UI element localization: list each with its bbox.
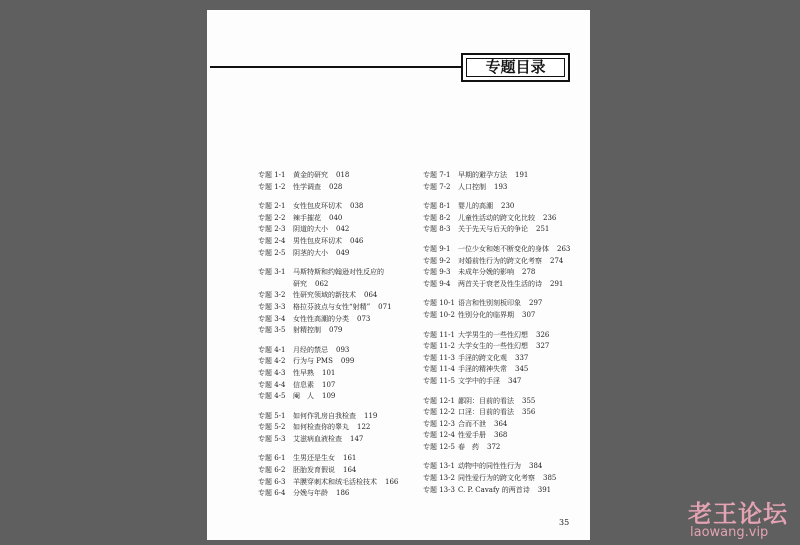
toc-group	[258, 411, 428, 446]
toc-entry-page: 166	[385, 477, 399, 486]
toc-entry-page: 109	[322, 392, 336, 401]
toc-entry-title: 性学调查	[293, 182, 321, 191]
toc-entry-page: 040	[329, 213, 343, 222]
toc-entry-code: 专题 2-5	[258, 248, 286, 257]
toc-entry-code: 专题 4-1	[258, 345, 286, 354]
toc-entry	[423, 201, 588, 213]
toc-entry-page: 297	[529, 299, 543, 308]
toc-entry	[423, 485, 588, 497]
toc-entry-title: 男性包皮环切术	[293, 236, 342, 245]
toc-group	[258, 170, 428, 193]
toc-entry-title: 格拉芬波点与女性“射精”	[293, 302, 371, 311]
toc-entry	[258, 453, 428, 465]
toc-entry-title: 如何作乳房自我检查	[293, 411, 356, 420]
toc-entry	[258, 380, 428, 392]
toc-entry	[423, 310, 588, 322]
toc-entry	[423, 407, 588, 419]
toc-entry-title: 儿童性活动的跨文化比较	[458, 213, 535, 222]
toc-entry-page: 028	[329, 182, 343, 191]
toc-entry-code: 专题 5-1	[258, 411, 286, 420]
toc-entry	[258, 236, 428, 248]
toc-entry-code: 专题 11-2	[423, 342, 455, 351]
toc-entry	[258, 345, 428, 357]
toc-entry	[423, 353, 588, 365]
toc-group	[423, 201, 588, 236]
toc-entry-page: 046	[350, 236, 364, 245]
toc-entry-code: 专题 6-3	[258, 477, 286, 486]
toc-entry-title: 羊膜穿刺术和绒毛活检技术	[293, 477, 377, 486]
toc-entry	[258, 422, 428, 434]
toc-entry	[258, 170, 428, 182]
toc-entry	[423, 461, 588, 473]
toc-entry-title: 艾滋病血液检查	[293, 434, 342, 443]
toc-entry-title: 对婚前性行为的跨文化考察	[458, 256, 542, 265]
toc-entry	[258, 368, 428, 380]
toc-entry-title: 口淫：目前的看法	[458, 408, 514, 417]
toc-entry	[258, 465, 428, 477]
toc-entry-title: 早期的避孕方法	[458, 171, 507, 179]
toc-entry-page: 391	[537, 485, 552, 494]
toc-entry	[258, 302, 428, 314]
toc-entry-title: 阴茎的大小	[293, 248, 328, 257]
toc-entry-page: 251	[536, 225, 550, 234]
toc-entry-page: 274	[550, 256, 564, 265]
toc-group	[423, 461, 588, 496]
toc-entry-page: 263	[557, 244, 571, 253]
toc-entry-title: 手淫的精神失常	[458, 365, 507, 374]
toc-entry-title: 语言和性别刻板印象	[458, 299, 521, 308]
toc-entry-code: 专题 7-2	[423, 182, 451, 191]
toc-entry-title: 性早熟	[293, 368, 314, 377]
toc-group	[423, 330, 588, 388]
toc-entry-code: 专题 9-2	[423, 256, 451, 265]
toc-entry	[258, 477, 428, 489]
toc-entry-title: 射精控制	[293, 326, 321, 335]
toc-entry-code: 专题 10-2	[423, 310, 455, 319]
toc-entry-page: 307	[522, 310, 536, 319]
toc-entry-code: 专题 9-1	[423, 244, 451, 253]
toc-entry-page: 107	[322, 380, 336, 389]
toc-entry-page: 191	[515, 171, 529, 179]
toc-entry-title: 合而不泄	[458, 419, 486, 428]
toc-entry	[258, 391, 428, 403]
toc-entry-code: 专题 4-2	[258, 357, 286, 366]
toc-entry	[258, 248, 428, 260]
toc-entry-code: 专题 3-1	[258, 268, 286, 277]
toc-entry	[423, 419, 588, 431]
toc-entry	[423, 244, 588, 256]
toc-entry-page: 186	[336, 489, 350, 498]
toc-entry	[423, 442, 588, 454]
toc-entry-page: 093	[336, 345, 350, 354]
toc-entry-code: 专题 4-4	[258, 380, 286, 389]
toc-entry-title: 行为与 PMS	[293, 357, 333, 366]
toc-entry-page: 384	[529, 462, 543, 471]
toc-entry-page: 099	[340, 357, 355, 366]
toc-entry	[258, 267, 428, 290]
toc-group	[423, 170, 588, 193]
toc-entry	[423, 430, 588, 442]
toc-entry-title: 手淫的跨文化观	[458, 353, 507, 362]
toc-entry	[423, 364, 588, 376]
toc-entry	[258, 411, 428, 423]
toc-entry	[423, 224, 588, 236]
toc-entry-page: 038	[350, 202, 364, 211]
toc-entry-page: 079	[329, 326, 343, 335]
toc-entry-title: 女性包皮环切术	[293, 202, 342, 211]
title-rule	[210, 66, 462, 68]
toc-entry-code: 专题 6-2	[258, 466, 286, 475]
toc-entry-code: 专题 9-4	[423, 279, 451, 288]
toc-entry	[423, 279, 588, 291]
toc-entry-code: 专题 9-3	[423, 268, 451, 277]
toc-entry-title: 阉 人	[293, 392, 314, 401]
toc-entry-code: 专题 5-2	[258, 423, 286, 432]
toc-entry-code: 专题 4-5	[258, 392, 286, 401]
toc-entry-page: 161	[343, 454, 357, 463]
toc-entry	[423, 376, 588, 388]
toc-entry-code: 专题 3-5	[258, 326, 286, 335]
toc-entry-title: 马斯特斯和约翰逊对性反应的	[293, 268, 384, 277]
toc-entry-code: 专题 2-1	[258, 202, 286, 211]
toc-entry	[258, 290, 428, 302]
toc-entry-code: 专题 3-3	[258, 302, 286, 311]
toc-entry-page: 345	[515, 365, 529, 374]
toc-entry-page: 368	[494, 431, 508, 440]
toc-entry-page: 355	[522, 396, 536, 405]
title-frame	[461, 53, 570, 82]
toc-entry-code: 专题 5-3	[258, 434, 286, 443]
toc-entry-code: 专题 13-3	[423, 485, 455, 494]
toc-entry	[258, 356, 428, 368]
toc-entry-title: 阴道的大小	[293, 225, 328, 234]
toc-entry-code: 专题 2-3	[258, 225, 286, 234]
watermark-logo: 老王论坛	[688, 500, 788, 528]
toc-entry-code: 专题 2-2	[258, 213, 286, 222]
toc-entry-code: 专题 12-4	[423, 431, 455, 440]
toc-entry-code: 专题 12-1	[423, 396, 455, 405]
toc-entry-title: 辣手摧花	[293, 213, 321, 222]
toc-entry-page: 042	[336, 225, 350, 234]
toc-entry-title-line2: 研究	[293, 279, 307, 288]
toc-entry-page: 337	[515, 353, 529, 362]
toc-entry-title: 性爱手册	[458, 431, 486, 440]
toc-entry-page: 347	[508, 376, 522, 385]
toc-entry-code: 专题 1-2	[258, 182, 286, 191]
toc-entry-page: 193	[494, 182, 508, 191]
toc-entry-title: 鄙阴：目前的看法	[458, 396, 514, 405]
toc-entry-page: 122	[357, 423, 371, 432]
toc-entry-title: 大学男生的一些性幻想	[458, 330, 528, 339]
toc-entry-title-continued	[258, 279, 428, 291]
toc-column-right	[423, 170, 588, 504]
toc-entry-code: 专题 12-2	[423, 408, 455, 417]
toc-entry-title: 分娩与年龄	[293, 489, 328, 498]
toc-entry	[423, 341, 588, 353]
toc-column-left	[258, 170, 428, 508]
toc-group	[258, 201, 428, 259]
toc-entry	[423, 213, 588, 225]
toc-entry	[258, 434, 428, 446]
toc-entry-title: 两首关于衰老及性生活的诗	[458, 279, 542, 288]
toc-entry	[423, 396, 588, 408]
toc-entry-title: 婴儿的高潮	[458, 202, 493, 211]
toc-entry-page: 364	[494, 419, 508, 428]
toc-entry-code: 专题 8-2	[423, 213, 451, 222]
toc-entry-title: 性别分化的临界期	[458, 310, 514, 319]
toc-entry-code: 专题 7-1	[423, 171, 451, 179]
toc-entry-title: 黄金的研究	[293, 171, 328, 179]
toc-group	[423, 244, 588, 290]
watermark-url: laowang.vip	[690, 525, 769, 540]
toc-entry-page: 064	[364, 291, 378, 300]
toc-entry-title: 女性性高潮的分类	[293, 314, 349, 323]
toc-entry-page: 372	[487, 442, 501, 451]
toc-entry-title: 文学中的手淫	[458, 376, 500, 385]
toc-entry-title: C. P. Cavafy 的两首诗	[458, 485, 530, 494]
toc-entry-page: 278	[522, 268, 536, 277]
toc-entry	[423, 298, 588, 310]
toc-entry-title: 大学女生的一些性幻想	[458, 342, 528, 351]
toc-entry-code: 专题 12-5	[423, 442, 455, 451]
toc-entry-title: 关于先天与后天的争论	[458, 225, 528, 234]
page-number: 35	[559, 518, 570, 527]
toc-entry-title: 春 药	[458, 442, 479, 451]
toc-entry-code: 专题 10-1	[423, 299, 455, 308]
toc-entry-page: 062	[315, 279, 329, 288]
toc-entry	[258, 325, 428, 337]
toc-group	[423, 396, 588, 454]
toc-entry-page: 049	[336, 248, 350, 257]
toc-entry-code: 专题 3-2	[258, 291, 286, 300]
toc-entry	[423, 256, 588, 268]
toc-entry-title: 动物中的同性性行为	[458, 462, 521, 471]
toc-entry	[258, 314, 428, 326]
toc-entry-page: 326	[536, 330, 550, 339]
toc-entry-code: 专题 11-1	[423, 330, 455, 339]
toc-entry-code: 专题 8-3	[423, 225, 451, 234]
toc-group	[258, 345, 428, 403]
toc-entry-page: 230	[501, 202, 515, 211]
toc-entry	[423, 170, 588, 182]
toc-entry-page: 236	[543, 213, 557, 222]
toc-entry-title: 同性爱行为的跨文化考察	[458, 474, 535, 483]
toc-entry	[423, 473, 588, 485]
toc-entry-page: 101	[322, 368, 336, 377]
toc-entry-code: 专题 1-1	[258, 171, 286, 179]
toc-entry	[258, 213, 428, 225]
toc-entry-page: 073	[357, 314, 371, 323]
toc-entry-title: 一位少女和她不断变化的身体	[458, 244, 549, 253]
toc-entry-page: 164	[343, 466, 357, 475]
toc-group	[423, 298, 588, 321]
toc-entry-code: 专题 2-4	[258, 236, 286, 245]
toc-entry-title: 胚胎发育假说	[293, 466, 335, 475]
toc-entry-title: 性研究领域的新技术	[293, 291, 356, 300]
toc-entry-page: 018	[336, 171, 350, 179]
toc-entry-code: 专题 3-4	[258, 314, 286, 323]
toc-entry-page: 147	[350, 434, 364, 443]
toc-entry-page: 327	[536, 342, 550, 351]
toc-entry-title: 人口控制	[458, 182, 486, 191]
toc-entry	[423, 182, 588, 194]
toc-group	[258, 453, 428, 499]
page-title: 专题目录	[485, 58, 546, 76]
toc-entry	[258, 224, 428, 236]
toc-entry	[258, 488, 428, 500]
toc-entry-page: 071	[378, 302, 392, 311]
toc-entry-title: 月经的禁忌	[293, 345, 328, 354]
toc-entry	[258, 182, 428, 194]
toc-entry-title: 未成年分娩的影响	[458, 268, 514, 277]
toc-entry	[258, 201, 428, 213]
toc-entry-title: 生男还是生女	[293, 454, 335, 463]
toc-entry-code: 专题 6-4	[258, 489, 286, 498]
toc-entry-page: 356	[522, 408, 536, 417]
toc-entry-code: 专题 13-2	[423, 474, 455, 483]
toc-entry	[423, 330, 588, 342]
toc-entry-page: 385	[543, 474, 557, 483]
toc-entry-code: 专题 13-1	[423, 462, 455, 471]
toc-entry-code: 专题 8-1	[423, 202, 451, 211]
toc-entry-code: 专题 11-5	[423, 376, 455, 385]
toc-entry-page: 119	[364, 411, 378, 420]
toc-entry-code: 专题 11-3	[423, 353, 455, 362]
toc-entry-code: 专题 6-1	[258, 454, 286, 463]
toc-group	[258, 267, 428, 337]
toc-entry-title: 如何检查你的睾丸	[293, 423, 349, 432]
toc-entry-title: 信息素	[293, 380, 314, 389]
toc-entry-code: 专题 11-4	[423, 365, 455, 374]
toc-entry-page: 291	[550, 279, 564, 288]
toc-entry	[423, 267, 588, 279]
toc-entry-code: 专题 12-3	[423, 419, 455, 428]
toc-entry-code: 专题 4-3	[258, 368, 286, 377]
